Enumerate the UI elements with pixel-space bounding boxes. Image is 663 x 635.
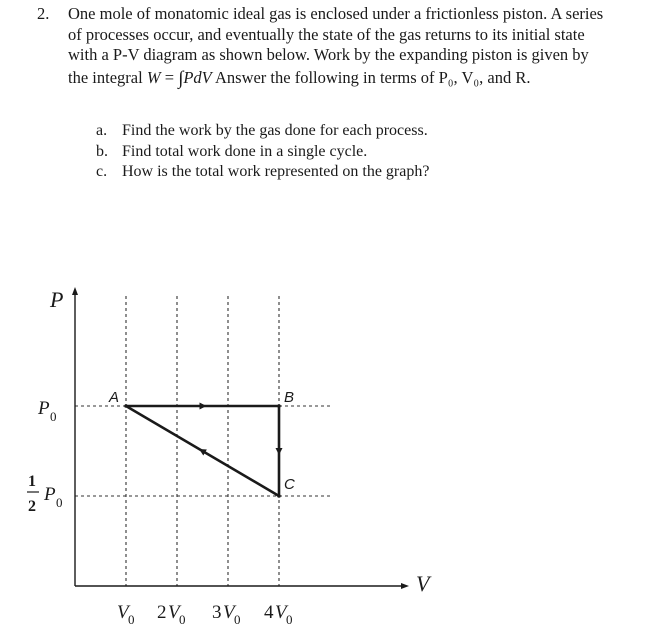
statement-suffix: Answer the following in terms of P₀, V₀, and R. (211, 67, 531, 87)
x-axis-label: V (416, 571, 430, 596)
half-denominator: 2 (28, 498, 36, 515)
point-label-b: B (284, 389, 295, 406)
statement-line-text: with a P-V diagram as shown below. Work by the expanding piston is given by (68, 45, 589, 64)
tick-coefficient: 4 (264, 602, 274, 623)
x-tick-label-2v0 (157, 602, 186, 627)
integral-sign: ∫ (178, 67, 184, 89)
x-tick-label-v0 (117, 602, 135, 627)
x-tick-label-3v0 (212, 602, 241, 627)
y-tick-label-p0 (37, 398, 57, 424)
subquestion-letter: c. (96, 163, 108, 180)
gridlines (75, 296, 330, 586)
subquestion-c (96, 162, 429, 183)
work-symbol: W (146, 67, 161, 87)
subquestion-text: How is the total work represented on the graph? (122, 163, 430, 180)
state-point-a (124, 404, 128, 408)
direction-arrow (276, 448, 283, 455)
state-point-b (277, 404, 281, 408)
tick-subscript: 0 (234, 612, 241, 627)
y-axis-label: P (50, 287, 64, 312)
cycle-path (124, 403, 282, 498)
state-point-c (277, 494, 281, 498)
problem-statement (68, 4, 658, 88)
p0-symbol: P (38, 398, 50, 419)
p0-subscript: 0 (50, 409, 57, 424)
subquestion-a (96, 121, 429, 142)
subquestion-letter: b. (96, 142, 108, 160)
axes (75, 291, 405, 586)
tick-symbol: V (168, 602, 180, 623)
pv-diagram-svg (0, 268, 663, 635)
x-tick-label-4v0 (264, 602, 293, 627)
statement-line-text: One mole of monatomic ideal gas is enclosed under a frictionless piston. A series (68, 4, 604, 23)
statement-line-text: of processes occur, and eventually the state of the gas returns to its initial state (68, 24, 585, 44)
tick-subscript: 0 (179, 612, 186, 627)
subquestion-text: Find the work by the gas done for each process. (122, 122, 428, 139)
subquestion-letter: a. (96, 122, 108, 139)
integrand: PdV (183, 67, 212, 87)
point-label-a: A (109, 389, 120, 406)
pv-diagram (0, 268, 663, 635)
statement-line (68, 25, 658, 46)
half-p0-symbol: P (44, 484, 56, 505)
tick-symbol: V (117, 602, 129, 623)
subquestion-list (96, 121, 429, 183)
tick-coefficient: 2 (157, 602, 167, 623)
tick-coefficient: 3 (212, 602, 222, 623)
statement-line (68, 68, 658, 89)
subquestion-text: Find total work done in a single cycle. (122, 142, 368, 160)
half-numerator: 1 (28, 473, 36, 490)
statement-line (68, 45, 658, 66)
problem-number: 2. (37, 4, 50, 23)
y-tick-label-half-p0 (27, 473, 63, 515)
statement-line (68, 4, 658, 25)
statement-prefix: the integral (68, 67, 147, 87)
half-p0-subscript: 0 (56, 495, 63, 510)
tick-subscript: 0 (128, 612, 135, 627)
tick-symbol: V (223, 602, 235, 623)
tick-subscript: 0 (286, 612, 293, 627)
tick-symbol: V (275, 602, 287, 623)
direction-arrow (200, 403, 207, 410)
equals-sign: = (160, 67, 179, 87)
point-label-c: C (284, 476, 295, 493)
subquestion-b (96, 142, 429, 163)
